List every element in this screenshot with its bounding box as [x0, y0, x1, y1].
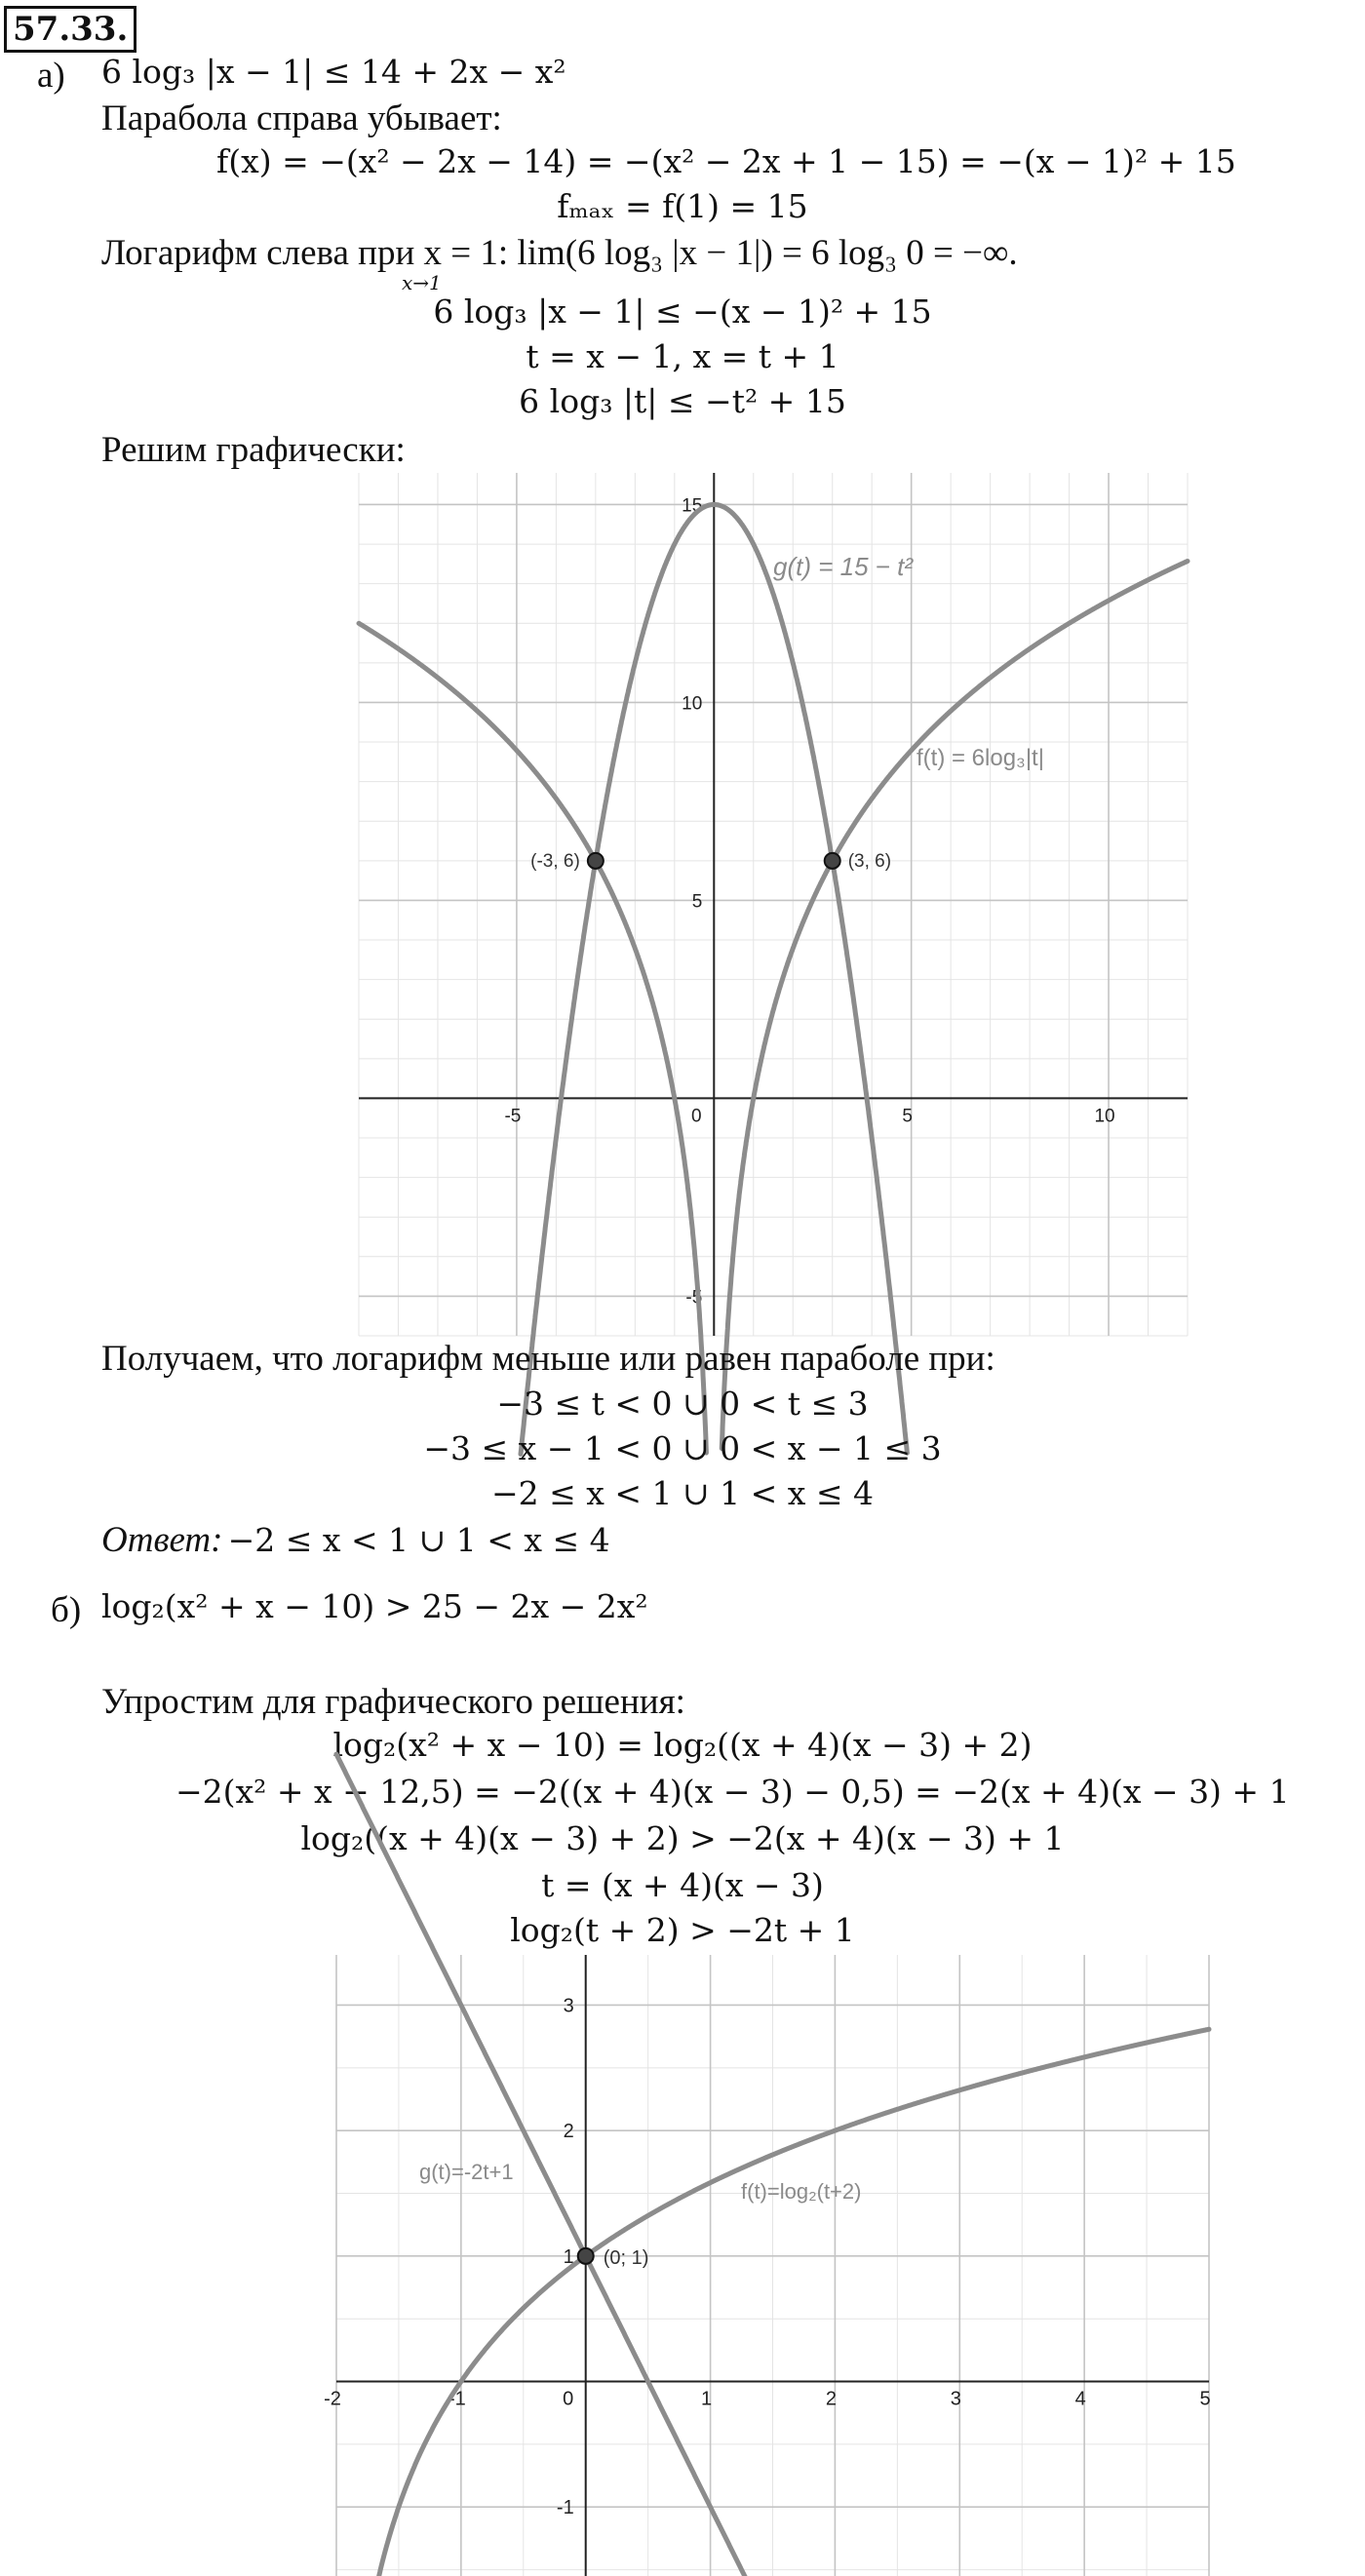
lim-subscript: x→1 — [402, 271, 442, 294]
eq-b3: log₂((x + 4)(x − 3) + 2) > −2(x + 4)(x − 3) + 1 — [300, 1819, 1065, 1857]
answer-value: −2 ≤ x < 1 ∪ 1 < x ≤ 4 — [227, 1521, 610, 1559]
x-tick-label: -1 — [448, 2388, 466, 2410]
y-tick-label: 1 — [563, 2245, 574, 2268]
eq-b1: log₂(x² + x − 10) = log₂((x + 4)(x − 3) + 2) — [332, 1726, 1033, 1764]
y-tick-label: 10 — [682, 693, 703, 715]
result-2: −3 ≤ x − 1 < 0 ∪ 0 < x − 1 ≤ 3 — [423, 1429, 942, 1467]
answer-label: Ответ: — [101, 1520, 223, 1560]
y-tick-label: 5 — [691, 891, 703, 913]
text-simplify: Упростим для графического решения: — [101, 1682, 685, 1722]
part-b-inequality: log₂(x² + x − 10) > 25 − 2x − 2x² — [101, 1587, 648, 1625]
grid — [336, 1955, 1209, 2576]
series-curve — [359, 562, 1188, 1454]
part-b-label: б) — [51, 1590, 82, 1630]
y-tick-label: 15 — [682, 495, 703, 517]
part-a-inequality: 6 log₃ |x − 1| ≤ 14 + 2x − x² — [101, 53, 566, 91]
series-label: g(t) = 15 − t² — [773, 552, 914, 581]
x-tick-label: 1 — [701, 2388, 713, 2410]
chart-b — [324, 1955, 1211, 2576]
y-tick-label: -1 — [556, 2497, 574, 2519]
text-parabola: Парабола справа убывает: — [101, 98, 502, 138]
x-tick-label: 3 — [950, 2388, 961, 2410]
substitution: t = x − 1, x = t + 1 — [526, 337, 839, 375]
intersection-point — [825, 853, 840, 869]
x-tick-label: 0 — [690, 1106, 702, 1127]
series-curve — [342, 2029, 1209, 2576]
intersection-point — [588, 853, 604, 869]
text-result: Получаем, что логарифм меньше или равен параболе при: — [101, 1339, 995, 1379]
x-tick-label: 4 — [1074, 2388, 1086, 2410]
point-label: (-3, 6) — [530, 850, 580, 872]
x-tick-label: -2 — [324, 2388, 341, 2410]
x-tick-label: 2 — [825, 2388, 837, 2410]
ineq-2: 6 log₃ |t| ≤ −t² + 15 — [519, 382, 846, 420]
x-tick-label: -5 — [504, 1106, 522, 1127]
part-a-label: а) — [37, 56, 65, 96]
eq-b5: log₂(t + 2) > −2t + 1 — [510, 1911, 855, 1949]
x-tick-label: 5 — [1199, 2388, 1211, 2410]
answer-line — [101, 1519, 610, 1561]
eq-b4: t = (x + 4)(x − 3) — [541, 1866, 824, 1904]
series-label: f(t)=log₂(t+2) — [741, 2179, 862, 2204]
x-tick-label: 5 — [902, 1106, 913, 1127]
chart-a — [359, 473, 1188, 1336]
y-tick-label: 2 — [563, 2121, 574, 2143]
grid — [359, 473, 1188, 1336]
problem-number: 57.33. — [4, 6, 136, 53]
ineq-1: 6 log₃ |x − 1| ≤ −(x − 1)² + 15 — [433, 293, 932, 331]
text-log: Логарифм слева при x = 1: lim(6 log₃ |x − 1|) = 6 log₃ 0 = −∞. — [101, 233, 1018, 273]
result-3: −2 ≤ x < 1 ∪ 1 < x ≤ 4 — [490, 1474, 874, 1512]
y-tick-label: -5 — [685, 1287, 703, 1308]
series-label: f(t) = 6log₃|t| — [916, 745, 1044, 771]
series-label: g(t)=-2t+1 — [419, 2160, 514, 2184]
x-tick-label: 10 — [1094, 1106, 1115, 1127]
eq-f: f(x) = −(x² − 2x − 14) = −(x² − 2x + 1 − 15) = −(x − 1)² + 15 — [216, 142, 1236, 180]
point-label: (0; 1) — [603, 2246, 649, 2269]
eq-fmax: fₘₐₓ = f(1) = 15 — [557, 187, 808, 225]
point-label: (3, 6) — [847, 850, 892, 872]
eq-b2: −2(x² + x − 12,5) = −2((x + 4)(x − 3) − 0,5) = −2(x + 4)(x − 3) + 1 — [176, 1773, 1290, 1811]
text-graph: Решим графически: — [101, 430, 406, 470]
intersection-point — [578, 2248, 594, 2264]
x-tick-label: 0 — [563, 2388, 574, 2410]
result-1: −3 ≤ t < 0 ∪ 0 < t ≤ 3 — [496, 1385, 869, 1423]
y-tick-label: 3 — [563, 1995, 574, 2017]
